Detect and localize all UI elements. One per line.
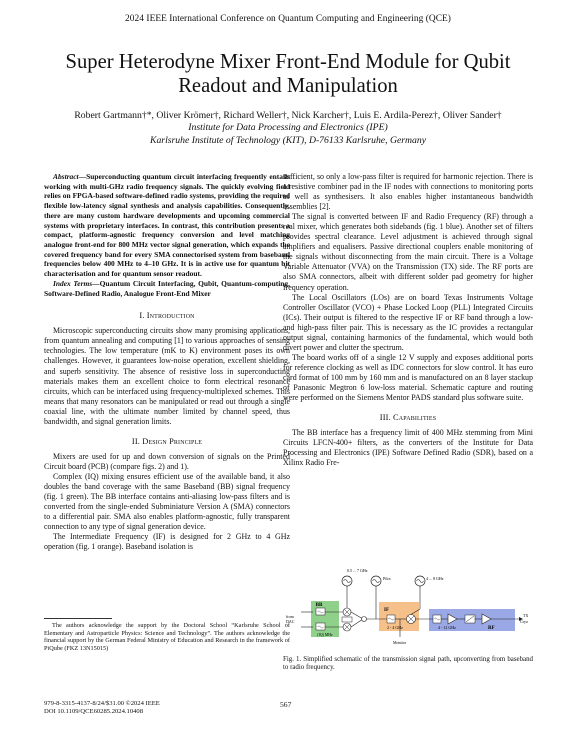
- bb-label: BB: [315, 603, 323, 608]
- figure-1-schematic: [283, 565, 533, 645]
- bb-range-label: (IQ) MHz: [317, 633, 333, 637]
- affiliation-line-1: Institute for Data Processing and Electronics (IPE): [188, 122, 388, 134]
- index-terms: [44, 279, 290, 298]
- abstract: [44, 172, 290, 279]
- pilot-label: Pilot: [383, 576, 391, 581]
- abstract-lead: Abstract: [53, 172, 79, 181]
- left-column: [44, 172, 290, 552]
- dac-label: DAC: [286, 619, 295, 624]
- footnote-separator: [44, 618, 112, 619]
- lo1-range-label: 0.5 ... 7 GHz: [347, 568, 368, 573]
- iq-mixer-i: [343, 608, 351, 616]
- right-paragraph-2: The signal is converted between IF and Radio Frequency (RF) through a real mixer, which generates both sidebands (fig. 1 blue). Another set of filters provides spectral clearance. Level adjustment is achieved through signal amplifiers and equalisers. Passive directional couplers enable monitoring of the signals without disconnecting from the main circuit. There is a Voltage Variable Attenuator (VVA) on the Transmission (TX) side. The RF ports are also SMA connectors, albeit with different solder pad geometry for higher frequency operation.: [283, 212, 533, 292]
- section-heading-introduction: I. Introduction: [139, 311, 195, 321]
- design-paragraph-2: Complex (IQ) mixing ensures efficient use of the available band, it also doubles the band coverage with the same Baseband (BB) signal frequency (fig. 1 green). The BB interface contains anti-aliasing low-pass filters and is converted from the single-ended Subminiature Version A (SMA) connectors to a differential pair. SMA also enables platform-agnostic, fully transparent connection to any type of signal generation device.: [44, 471, 290, 532]
- schematic-svg: [283, 565, 533, 645]
- bb-filter-i: [316, 608, 325, 615]
- if-range-label: 2 - 4 GHz: [387, 625, 403, 630]
- page-number: 567: [280, 700, 292, 709]
- affiliation-line-2: Karlsruhe Institute of Technology (KIT), D-76133 Karlsruhe, Germany: [150, 134, 426, 146]
- right-paragraph-4: The board works off of a single 12 V supply and exposes additional ports for reference clocking as well as IDC connectors for slow control. It has euro card format of 100 mm by 160 mm and is manufactured on an 8 layer stackup of Panasonic Megtron 6 low-loss material. Schematic capture and routing were performed on the Siemens Mentor PADS standard plus software suite.: [283, 352, 533, 403]
- footer-copyright: [44, 700, 160, 716]
- lo2-range-label: 4 ... 8 GHz: [426, 576, 444, 581]
- cryo-label: Cryo: [520, 619, 528, 624]
- footer-doi: DOI 10.1109/QCE60285.2024.10408: [44, 708, 144, 715]
- right-paragraph-1: sufficient, so only a low-pass filter is required for harmonic rejection. There is a resistive combiner pad in the IF nodes with connections to monitoring ports as well as synthesisers. It also enables higher instantaneous bandwidth assemblies [2].: [283, 172, 533, 212]
- author-list: Robert Gartmann†*, Oliver Krömer†, Richard Weller†, Nick Karcher†, Luis E. Ardila-Perez†, Oliver Sander†: [74, 110, 502, 121]
- design-paragraph-1: Mixers are used for up and down conversion of signals on the Printed Circuit board (PCB) (compare figs. 2) and 1).: [44, 451, 290, 471]
- from-label: from: [286, 614, 294, 619]
- if-label: IF: [384, 608, 389, 613]
- section-heading-capabilities: III. Capabilities: [379, 413, 437, 423]
- phase-shifter: [342, 617, 352, 622]
- right-column: [283, 172, 533, 468]
- intro-paragraph-1: Microscopic superconducting circuits show many promising applications, from quantum annealing and computing [1] to various approaches of sensing technologies. The low temperature (mK to K) environment poses its own challenges. However, it guarantees low-noise operation, excellent shielding, and superb sensitivity. The absence of resistive loss in superconducting materials makes them an excellent choice to form electrical resonance circuits, which can be interfaced using frequency-multiplexed schemes. This means that many resonators can be manipulated or read out through a single coaxial line, with the ultimate number limited by channel speed, thus bandwidth, and signal generation limits.: [44, 326, 290, 426]
- figure-1-caption: Fig. 1. Simplified schematic of the transmission signal path, upconverting from baseband to radio frequency.: [283, 656, 533, 672]
- footnote: [44, 614, 290, 652]
- iq-mixer-q: [343, 623, 351, 631]
- footer-isbn: 979-8-3315-4137-8/24/$31.00 ©2024 IEEE: [44, 700, 160, 707]
- tx-label: TX: [523, 613, 529, 618]
- lo1-oscillator: [342, 576, 352, 595]
- bb-filter-q: [316, 623, 325, 630]
- index-terms-body: —Quantum Circuit Interfacing, Qubit, Quantum-computing, Software-Defined Radio, Analogue Front-End Mixer: [44, 278, 290, 298]
- design-paragraph-3: The Intermediate Frequency (IF) is designed for 2 GHz to 4 GHz operation (fig. 1 orange). Baseband isolation is: [44, 532, 290, 552]
- rf-range-label: 4 - 12 GHz: [438, 625, 456, 630]
- conference-header: 2024 IEEE International Conference on Quantum Computing and Engineering (QCE): [125, 14, 451, 24]
- monitor-label: Monitor: [393, 640, 407, 645]
- rf-mixer: [407, 615, 416, 624]
- index-terms-lead: Index Terms: [53, 278, 93, 288]
- author-block: [20, 110, 556, 147]
- rf-label: RF: [488, 626, 495, 631]
- paper-title: Super Heterodyne Mixer Front-End Module for Qubit Readout and Manipulation: [65, 51, 511, 97]
- pilot-oscillator: [371, 576, 381, 602]
- capabilities-paragraph-1: The BB interface has a frequency limit of 400 MHz stemming from Mini Circuits LFCN-400+ filters, as the converters of the Institute for Data Processing and Electronics (IPE) Software Defined Radio (SDR), based on a Xilinx Radio Fre-: [283, 428, 533, 468]
- right-paragraph-3: The Local Oscillators (LOs) are on board Texas Instruments Voltage Controller Oscillator (VCO) + Phase Locked Loop (PLL) Integrated Circuits (ICs). Their output is filtered to the respective IF or RF band through a low- and high-pass filter pair. This is necessary as the IC provides a rectangular output signal, containing harmonics of the fundamental, which would both divert power and clutter the spectrum.: [283, 292, 533, 352]
- section-heading-design: II. Design Principle: [131, 436, 203, 446]
- iq-combiner: [362, 617, 367, 622]
- footnote-text: The authors acknowledge the support by the Doctoral School “Karlsruhe School of Elementary and Astroparticle Physics: Science and Technology”. The authors acknowledge the financial support by the German Federal Ministry of Education and Research in the framework of PiQube (FKZ 13N15015): [44, 622, 290, 652]
- abstract-body: —Superconducting quantum circuit interfacing frequently entails working with multi-GHz radio frequency signals. The quickly evolving field relies on FPGA-based software-defined radio systems, providing the required flexible low-latency signal synthesis and analysis capabilities. Consequently, there are many custom hardware developments and upcoming commercial systems with proprietary interfaces. In contrast, this contribution presents a compact, platform-agnostic frequency conversion and level matching analogue front-end for 800 MHz vector signal generation, which expands the covered frequency band for every SMA connectorised system from baseband frequencies below 400 MHz to 4–10 GHz. It is in active use for quantum bit characterisation and for quantum sensor readout.: [44, 172, 290, 279]
